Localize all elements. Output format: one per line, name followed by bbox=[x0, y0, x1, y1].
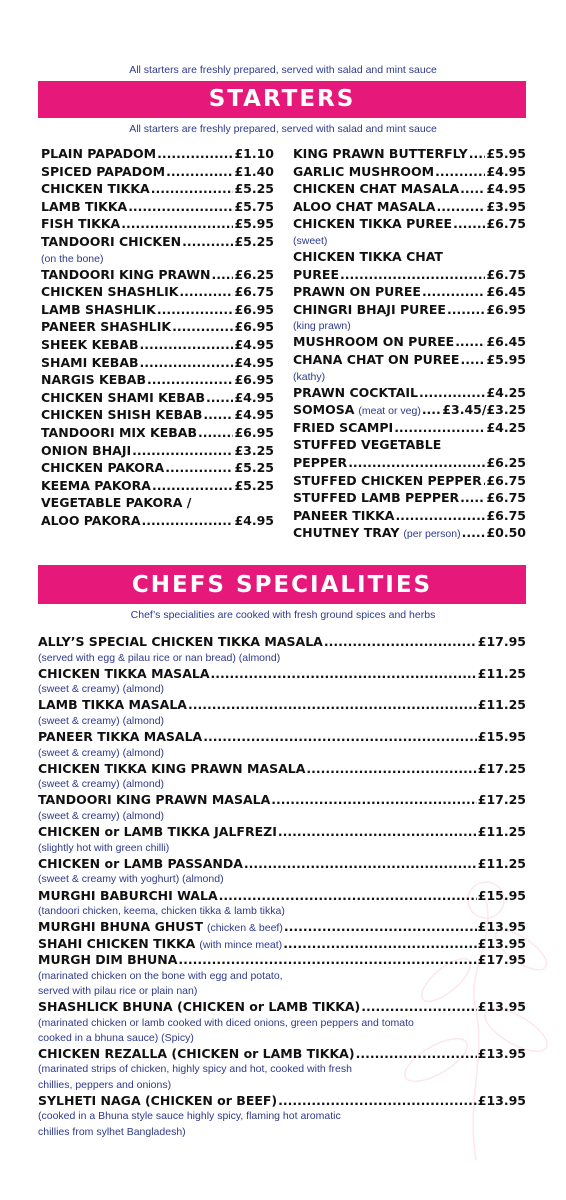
item-name: PRAWN COCKTAIL bbox=[293, 384, 419, 400]
dot-leader bbox=[460, 181, 485, 196]
item-name: CHINGRI BHAJI PUREE bbox=[293, 301, 446, 317]
item-description: (served with egg & pilau rice or nan bread) (almond) bbox=[38, 651, 281, 664]
item-price: £13.95 bbox=[477, 1092, 526, 1108]
dot-leader bbox=[157, 146, 233, 161]
item-name: SOMOSA bbox=[293, 402, 355, 418]
item-name-line: VEGETABLE PAKORA / bbox=[41, 495, 192, 511]
item-name: PUREE bbox=[293, 266, 340, 282]
menu-item bbox=[38, 919, 526, 936]
menu-item bbox=[293, 455, 526, 473]
starters-right-column bbox=[293, 146, 526, 543]
menu-item bbox=[41, 337, 274, 355]
item-name-line: STUFFED VEGETABLE bbox=[293, 437, 442, 453]
item-name: CHICKEN or LAMB PASSANDA bbox=[38, 855, 243, 871]
dot-leader bbox=[395, 508, 485, 523]
item-name: PRAWN ON PUREE bbox=[293, 284, 421, 300]
item-price: £0.50 bbox=[486, 525, 526, 541]
item-description: (sweet & creamy) (almond) bbox=[38, 746, 165, 759]
menu-item bbox=[41, 407, 274, 425]
item-name: PANEER SHASHLIK bbox=[41, 319, 172, 335]
menu-item bbox=[41, 302, 274, 320]
item-price: £5.95 bbox=[234, 216, 274, 232]
item-name: CHICKEN TIKKA bbox=[41, 181, 150, 197]
item-price: £6.75 bbox=[234, 284, 274, 300]
dot-leader bbox=[147, 372, 233, 387]
dot-leader bbox=[165, 460, 233, 475]
item-name: CHUTNEY TRAY bbox=[293, 525, 400, 541]
dot-leader bbox=[203, 407, 233, 422]
chefs-banner: CHEFS SPECIALITIES bbox=[38, 565, 526, 604]
item-note: (per person) bbox=[403, 528, 461, 541]
menu-item bbox=[38, 824, 526, 841]
item-price: £17.95 bbox=[477, 952, 526, 968]
item-name: MURGHI BHUNA GHUST bbox=[38, 919, 203, 935]
dot-leader bbox=[178, 952, 476, 967]
item-price: £5.25 bbox=[234, 477, 274, 493]
dot-leader bbox=[453, 216, 485, 231]
item-name: TANDOORI KING PRAWN bbox=[41, 266, 211, 282]
item-name: SHEEK KEBAB bbox=[41, 336, 139, 352]
item-name: SHAMI KEBAB bbox=[41, 354, 139, 370]
dot-leader bbox=[128, 199, 233, 214]
dot-leader bbox=[151, 181, 234, 196]
dot-leader bbox=[278, 824, 477, 839]
item-name: CHICKEN REZALLA (CHICKEN or LAMB TIKKA) bbox=[38, 1045, 355, 1061]
item-name: FRIED SCAMPI bbox=[293, 419, 394, 435]
menu-item bbox=[293, 508, 526, 526]
dot-leader bbox=[140, 337, 234, 352]
item-price: £6.45 bbox=[486, 334, 526, 350]
menu-item bbox=[38, 697, 526, 714]
item-description: (tandoori chicken, keema, chicken tikka & lamb tikka) bbox=[38, 905, 285, 917]
dot-leader bbox=[179, 284, 233, 299]
item-price: £4.95 bbox=[234, 407, 274, 423]
item-note: (meat or veg) bbox=[358, 405, 421, 418]
dot-leader bbox=[203, 729, 477, 744]
item-name: CHICKEN TIKKA KING PRAWN MASALA bbox=[38, 760, 306, 776]
dot-leader bbox=[436, 199, 485, 214]
menu-item bbox=[293, 181, 526, 199]
item-description: cooked in a bhuna sauce) (Spicy) bbox=[38, 1031, 194, 1044]
item-price: £11.25 bbox=[477, 697, 526, 713]
item-price: £4.95 bbox=[234, 512, 274, 528]
menu-item bbox=[38, 729, 526, 746]
menu-item bbox=[293, 490, 526, 508]
menu-item bbox=[38, 761, 526, 778]
menu-item bbox=[293, 402, 526, 420]
menu-item bbox=[41, 234, 274, 252]
menu-item bbox=[293, 302, 526, 320]
item-description: (marinated chicken on the bone with egg and potato, bbox=[38, 969, 283, 982]
dot-leader bbox=[198, 425, 233, 440]
item-price: £13.95 bbox=[477, 935, 526, 951]
item-price: £5.25 bbox=[234, 181, 274, 197]
item-price: £6.75 bbox=[486, 216, 526, 232]
starters-banner: STARTERS bbox=[38, 81, 526, 118]
item-name: SPICED PAPADOM bbox=[41, 163, 166, 179]
item-price: £15.95 bbox=[477, 887, 526, 903]
menu-item bbox=[41, 199, 274, 217]
dot-leader bbox=[394, 420, 485, 435]
item-name: MUSHROOM ON PUREE bbox=[293, 334, 455, 350]
item-price: £13.95 bbox=[477, 919, 526, 935]
item-name: ONION BHAJI bbox=[41, 442, 132, 458]
item-name: ALOO CHAT MASALA bbox=[293, 198, 436, 214]
dot-leader bbox=[172, 319, 233, 334]
item-price: £13.95 bbox=[477, 1045, 526, 1061]
item-price: £5.25 bbox=[234, 460, 274, 476]
item-price: £6.75 bbox=[486, 472, 526, 488]
menu-item bbox=[293, 385, 526, 403]
item-price: £6.75 bbox=[486, 507, 526, 523]
dot-leader bbox=[219, 888, 477, 903]
item-description: chillies from sylhet Bangladesh) bbox=[38, 1125, 186, 1138]
item-description: (sweet & creamy) (almond) bbox=[38, 809, 165, 822]
dot-leader bbox=[460, 352, 485, 367]
item-name: STUFFED CHICKEN PEPPER bbox=[293, 472, 482, 488]
item-price: £4.95 bbox=[234, 389, 274, 405]
item-price: £1.40 bbox=[234, 163, 274, 179]
item-name: ALOO PAKORA bbox=[41, 512, 141, 528]
menu-item bbox=[41, 319, 274, 337]
item-price: £4.25 bbox=[486, 384, 526, 400]
item-name: CHICKEN SHAMI KEBAB bbox=[41, 389, 206, 405]
item-description: (sweet) bbox=[293, 234, 328, 247]
item-name: MURGHI BABURCHI WALA bbox=[38, 887, 218, 903]
menu-item bbox=[38, 634, 526, 651]
menu-item bbox=[41, 372, 274, 390]
item-name: CHICKEN PAKORA bbox=[41, 460, 165, 476]
menu-item bbox=[41, 478, 274, 496]
dot-leader bbox=[422, 284, 485, 299]
dot-leader bbox=[483, 473, 486, 488]
item-name: CHICKEN SHISH KEBAB bbox=[41, 407, 203, 423]
dot-leader bbox=[455, 334, 485, 349]
item-price: £11.25 bbox=[477, 665, 526, 681]
item-name: TANDOORI CHICKEN bbox=[41, 233, 182, 249]
item-name: TANDOORI KING PRAWN MASALA bbox=[38, 792, 271, 808]
item-price: £17.95 bbox=[477, 634, 526, 649]
item-name: PLAIN PAPADOM bbox=[41, 146, 157, 161]
item-description: chillies, peppers and onions) bbox=[38, 1078, 172, 1091]
item-price: £5.95 bbox=[486, 146, 526, 161]
item-name: KING PRAWN BUTTERFLY bbox=[293, 146, 468, 161]
dot-leader bbox=[284, 919, 477, 934]
dot-leader bbox=[324, 634, 477, 649]
item-description: (on the bone) bbox=[41, 252, 104, 265]
menu-item bbox=[38, 792, 526, 809]
menu-item bbox=[293, 199, 526, 217]
menu-item bbox=[41, 164, 274, 182]
dot-leader bbox=[278, 1093, 477, 1108]
dot-leader bbox=[140, 355, 234, 370]
item-price: £6.95 bbox=[234, 424, 274, 440]
item-note: (chicken & beef) bbox=[206, 922, 283, 935]
dot-leader bbox=[283, 936, 477, 951]
menu-item bbox=[293, 267, 526, 285]
dot-leader bbox=[356, 1046, 477, 1061]
menu-item bbox=[293, 216, 526, 234]
menu-item bbox=[38, 1093, 526, 1110]
dot-leader bbox=[422, 402, 442, 417]
item-name: CHICKEN TIKKA PUREE bbox=[293, 216, 453, 232]
menu-item bbox=[293, 473, 526, 491]
item-price: £5.75 bbox=[234, 198, 274, 214]
dot-leader bbox=[361, 999, 476, 1014]
menu-item bbox=[293, 420, 526, 438]
item-description: (slightly hot with green chilli) bbox=[38, 841, 170, 854]
item-price: £4.25 bbox=[486, 419, 526, 435]
dot-leader bbox=[132, 443, 233, 458]
item-description: (marinated chicken or lamb cooked with diced onions, green peppers and tomato bbox=[38, 1016, 414, 1029]
item-name: PEPPER bbox=[293, 454, 348, 470]
item-price: £3.95 bbox=[486, 198, 526, 214]
item-name: PANEER TIKKA MASALA bbox=[38, 729, 203, 745]
dot-leader bbox=[166, 164, 233, 179]
item-name: LAMB SHASHLIK bbox=[41, 301, 156, 317]
item-name: SHAHI CHICKEN TIKKA bbox=[38, 935, 196, 951]
menu-item bbox=[293, 146, 526, 164]
menu-item bbox=[41, 146, 274, 164]
dot-leader bbox=[142, 513, 234, 528]
item-price: £6.95 bbox=[234, 372, 274, 388]
item-price: £6.25 bbox=[234, 266, 274, 282]
dot-leader bbox=[340, 267, 485, 282]
item-price: £17.25 bbox=[477, 760, 526, 776]
menu-item bbox=[41, 181, 274, 199]
dot-leader bbox=[419, 385, 485, 400]
item-description: (sweet & creamy) (almond) bbox=[38, 683, 165, 696]
item-description: (king prawn) bbox=[293, 320, 351, 333]
item-price: £17.25 bbox=[477, 792, 526, 808]
item-price: £3.45/£3.25 bbox=[442, 402, 526, 418]
item-name: STUFFED LAMB PEPPER bbox=[293, 490, 460, 506]
dot-leader bbox=[348, 455, 485, 470]
dot-leader bbox=[152, 478, 233, 493]
item-description: served with pilau rice or plain nan) bbox=[38, 984, 198, 997]
item-name: NARGIS KEBAB bbox=[41, 372, 146, 388]
menu-item bbox=[38, 856, 526, 873]
dot-leader bbox=[212, 267, 234, 282]
starters-left-column bbox=[41, 146, 274, 530]
item-description: (kathy) bbox=[293, 370, 326, 383]
item-description: (sweet & creamy) (almond) bbox=[38, 714, 165, 727]
item-price: £5.25 bbox=[234, 233, 274, 249]
item-name: TANDOORI MIX KEBAB bbox=[41, 424, 197, 440]
item-name: LAMB TIKKA bbox=[41, 198, 128, 214]
dot-leader bbox=[462, 525, 486, 540]
menu-item bbox=[293, 352, 526, 370]
item-note: (with mince meat) bbox=[199, 938, 283, 951]
dot-leader bbox=[460, 490, 485, 505]
menu-item bbox=[41, 284, 274, 302]
starters-note: All starters are freshly prepared, served with salad and mint sauce bbox=[129, 123, 437, 135]
item-name: SHASHLICK BHUNA (CHICKEN or LAMB TIKKA) bbox=[38, 999, 361, 1015]
item-price: £13.95 bbox=[477, 999, 526, 1015]
menu-item bbox=[41, 355, 274, 373]
menu-item bbox=[38, 999, 526, 1016]
item-description: (sweet & creamy) (almond) bbox=[38, 778, 165, 791]
menu-item bbox=[38, 666, 526, 683]
item-name: LAMB TIKKA MASALA bbox=[38, 697, 187, 713]
item-name-line: CHICKEN TIKKA CHAT bbox=[293, 248, 443, 264]
item-description: (sweet & creamy with yoghurt) (almond) bbox=[38, 873, 224, 886]
item-name: MURGH DIM BHUNA bbox=[38, 952, 178, 968]
dot-leader bbox=[447, 302, 485, 317]
item-name: CHICKEN TIKKA MASALA bbox=[38, 665, 210, 681]
menu-item bbox=[41, 267, 274, 285]
chefs-note: Chef’s specialities are cooked with fresh ground spices and herbs bbox=[130, 609, 436, 621]
item-price: £5.95 bbox=[486, 351, 526, 367]
menu-item bbox=[41, 443, 274, 461]
menu-item bbox=[38, 1046, 526, 1063]
item-price: £11.25 bbox=[477, 824, 526, 840]
menu-item bbox=[293, 525, 526, 543]
item-name: GARLIC MUSHROOM bbox=[293, 163, 435, 179]
dot-leader bbox=[469, 146, 486, 161]
item-price: £15.95 bbox=[477, 729, 526, 745]
item-description: (marinated strips of chicken, highly spicy and hot, cooked with fresh bbox=[38, 1063, 352, 1076]
item-name: FISH TIKKA bbox=[41, 216, 121, 232]
item-name: PANEER TIKKA bbox=[293, 507, 395, 523]
menu-item bbox=[41, 425, 274, 443]
item-price: £1.10 bbox=[234, 146, 274, 161]
item-price: £3.25 bbox=[234, 442, 274, 458]
item-price: £6.75 bbox=[486, 266, 526, 282]
menu-item bbox=[41, 216, 274, 234]
dot-leader bbox=[157, 302, 234, 317]
dot-leader bbox=[244, 856, 477, 871]
menu-item bbox=[41, 390, 274, 408]
dot-leader bbox=[206, 390, 233, 405]
item-name: CHANA CHAT ON PUREE bbox=[293, 351, 460, 367]
item-price: £4.95 bbox=[486, 181, 526, 197]
item-price: £6.95 bbox=[234, 301, 274, 317]
item-price: £6.45 bbox=[486, 284, 526, 300]
dot-leader bbox=[271, 792, 476, 807]
item-price: £4.95 bbox=[234, 336, 274, 352]
item-name: CHICKEN or LAMB TIKKA JALFREZI bbox=[38, 824, 277, 840]
item-price: £4.95 bbox=[234, 354, 274, 370]
menu-item bbox=[38, 888, 526, 905]
top-note: All starters are freshly prepared, served with salad and mint sauce bbox=[129, 64, 437, 76]
item-name: CHICKEN CHAT MASALA bbox=[293, 181, 460, 197]
menu-item bbox=[38, 952, 526, 969]
menu-item bbox=[41, 513, 274, 531]
menu-item bbox=[41, 460, 274, 478]
item-name: SYLHETI NAGA (CHICKEN or BEEF) bbox=[38, 1092, 278, 1108]
dot-leader bbox=[435, 164, 485, 179]
item-price: £6.95 bbox=[486, 301, 526, 317]
menu-item bbox=[293, 284, 526, 302]
dot-leader bbox=[306, 761, 476, 776]
item-description: (cooked in a Bhuna style sauce highly spicy, flaming hot aromatic bbox=[38, 1110, 341, 1123]
dot-leader bbox=[121, 216, 233, 231]
dot-leader bbox=[211, 666, 477, 681]
item-price: £6.95 bbox=[234, 319, 274, 335]
item-price: £11.25 bbox=[477, 855, 526, 871]
dot-leader bbox=[182, 234, 233, 249]
menu-item bbox=[293, 334, 526, 352]
item-price: £4.95 bbox=[486, 163, 526, 179]
menu-item bbox=[38, 936, 526, 953]
item-name: KEEMA PAKORA bbox=[41, 477, 151, 493]
chefs-list bbox=[38, 634, 526, 1140]
item-name: CHICKEN SHASHLIK bbox=[41, 284, 179, 300]
dot-leader bbox=[188, 697, 477, 712]
item-price: £6.25 bbox=[486, 454, 526, 470]
item-price: £6.75 bbox=[486, 490, 526, 506]
item-name: ALLY’S SPECIAL CHICKEN TIKKA MASALA bbox=[38, 634, 323, 649]
menu-item bbox=[293, 164, 526, 182]
